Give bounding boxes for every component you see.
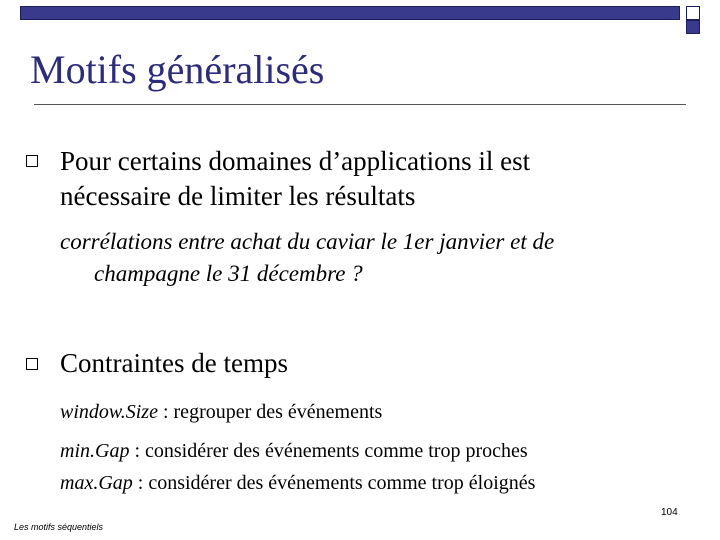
header-bar — [20, 6, 680, 20]
example-line-2: champagne le 31 décembre ? — [94, 261, 363, 286]
subpoint-window-size — [60, 401, 382, 424]
slide-title: Motifs généralisés — [30, 47, 325, 92]
footer-text: Les motifs séquentiels — [14, 522, 104, 532]
example-line-1: corrélations entre achat du caviar le 1er janvier et de — [60, 229, 555, 254]
subpoint-max-gap — [60, 472, 535, 495]
bullet-point-1-line-2: nécessaire de limiter les résultats — [60, 181, 416, 211]
title-divider — [34, 104, 686, 105]
square-bullet-icon — [26, 155, 38, 167]
bullet-point-2: Contraintes de temps — [60, 348, 288, 378]
subpoint-description: : considérer des événements comme trop proches — [129, 440, 528, 462]
subpoint-term: window.Size — [60, 401, 158, 423]
bullet-point-1-line-1: Pour certains domaines d’applications il est — [60, 146, 531, 176]
subpoint-description: : regrouper des événements — [157, 401, 383, 423]
corner-square-top — [686, 6, 700, 20]
subpoint-min-gap — [60, 440, 528, 463]
subpoint-term: min.Gap — [60, 440, 130, 462]
subpoint-description: : considérer des événements comme trop éloignés — [132, 472, 536, 494]
square-bullet-icon — [26, 358, 38, 370]
bullet-point-1 — [60, 144, 530, 214]
subpoint-term: max.Gap — [60, 472, 133, 494]
page-number: 104 — [661, 507, 678, 518]
corner-square-bottom — [686, 20, 700, 34]
example-text — [60, 226, 554, 290]
